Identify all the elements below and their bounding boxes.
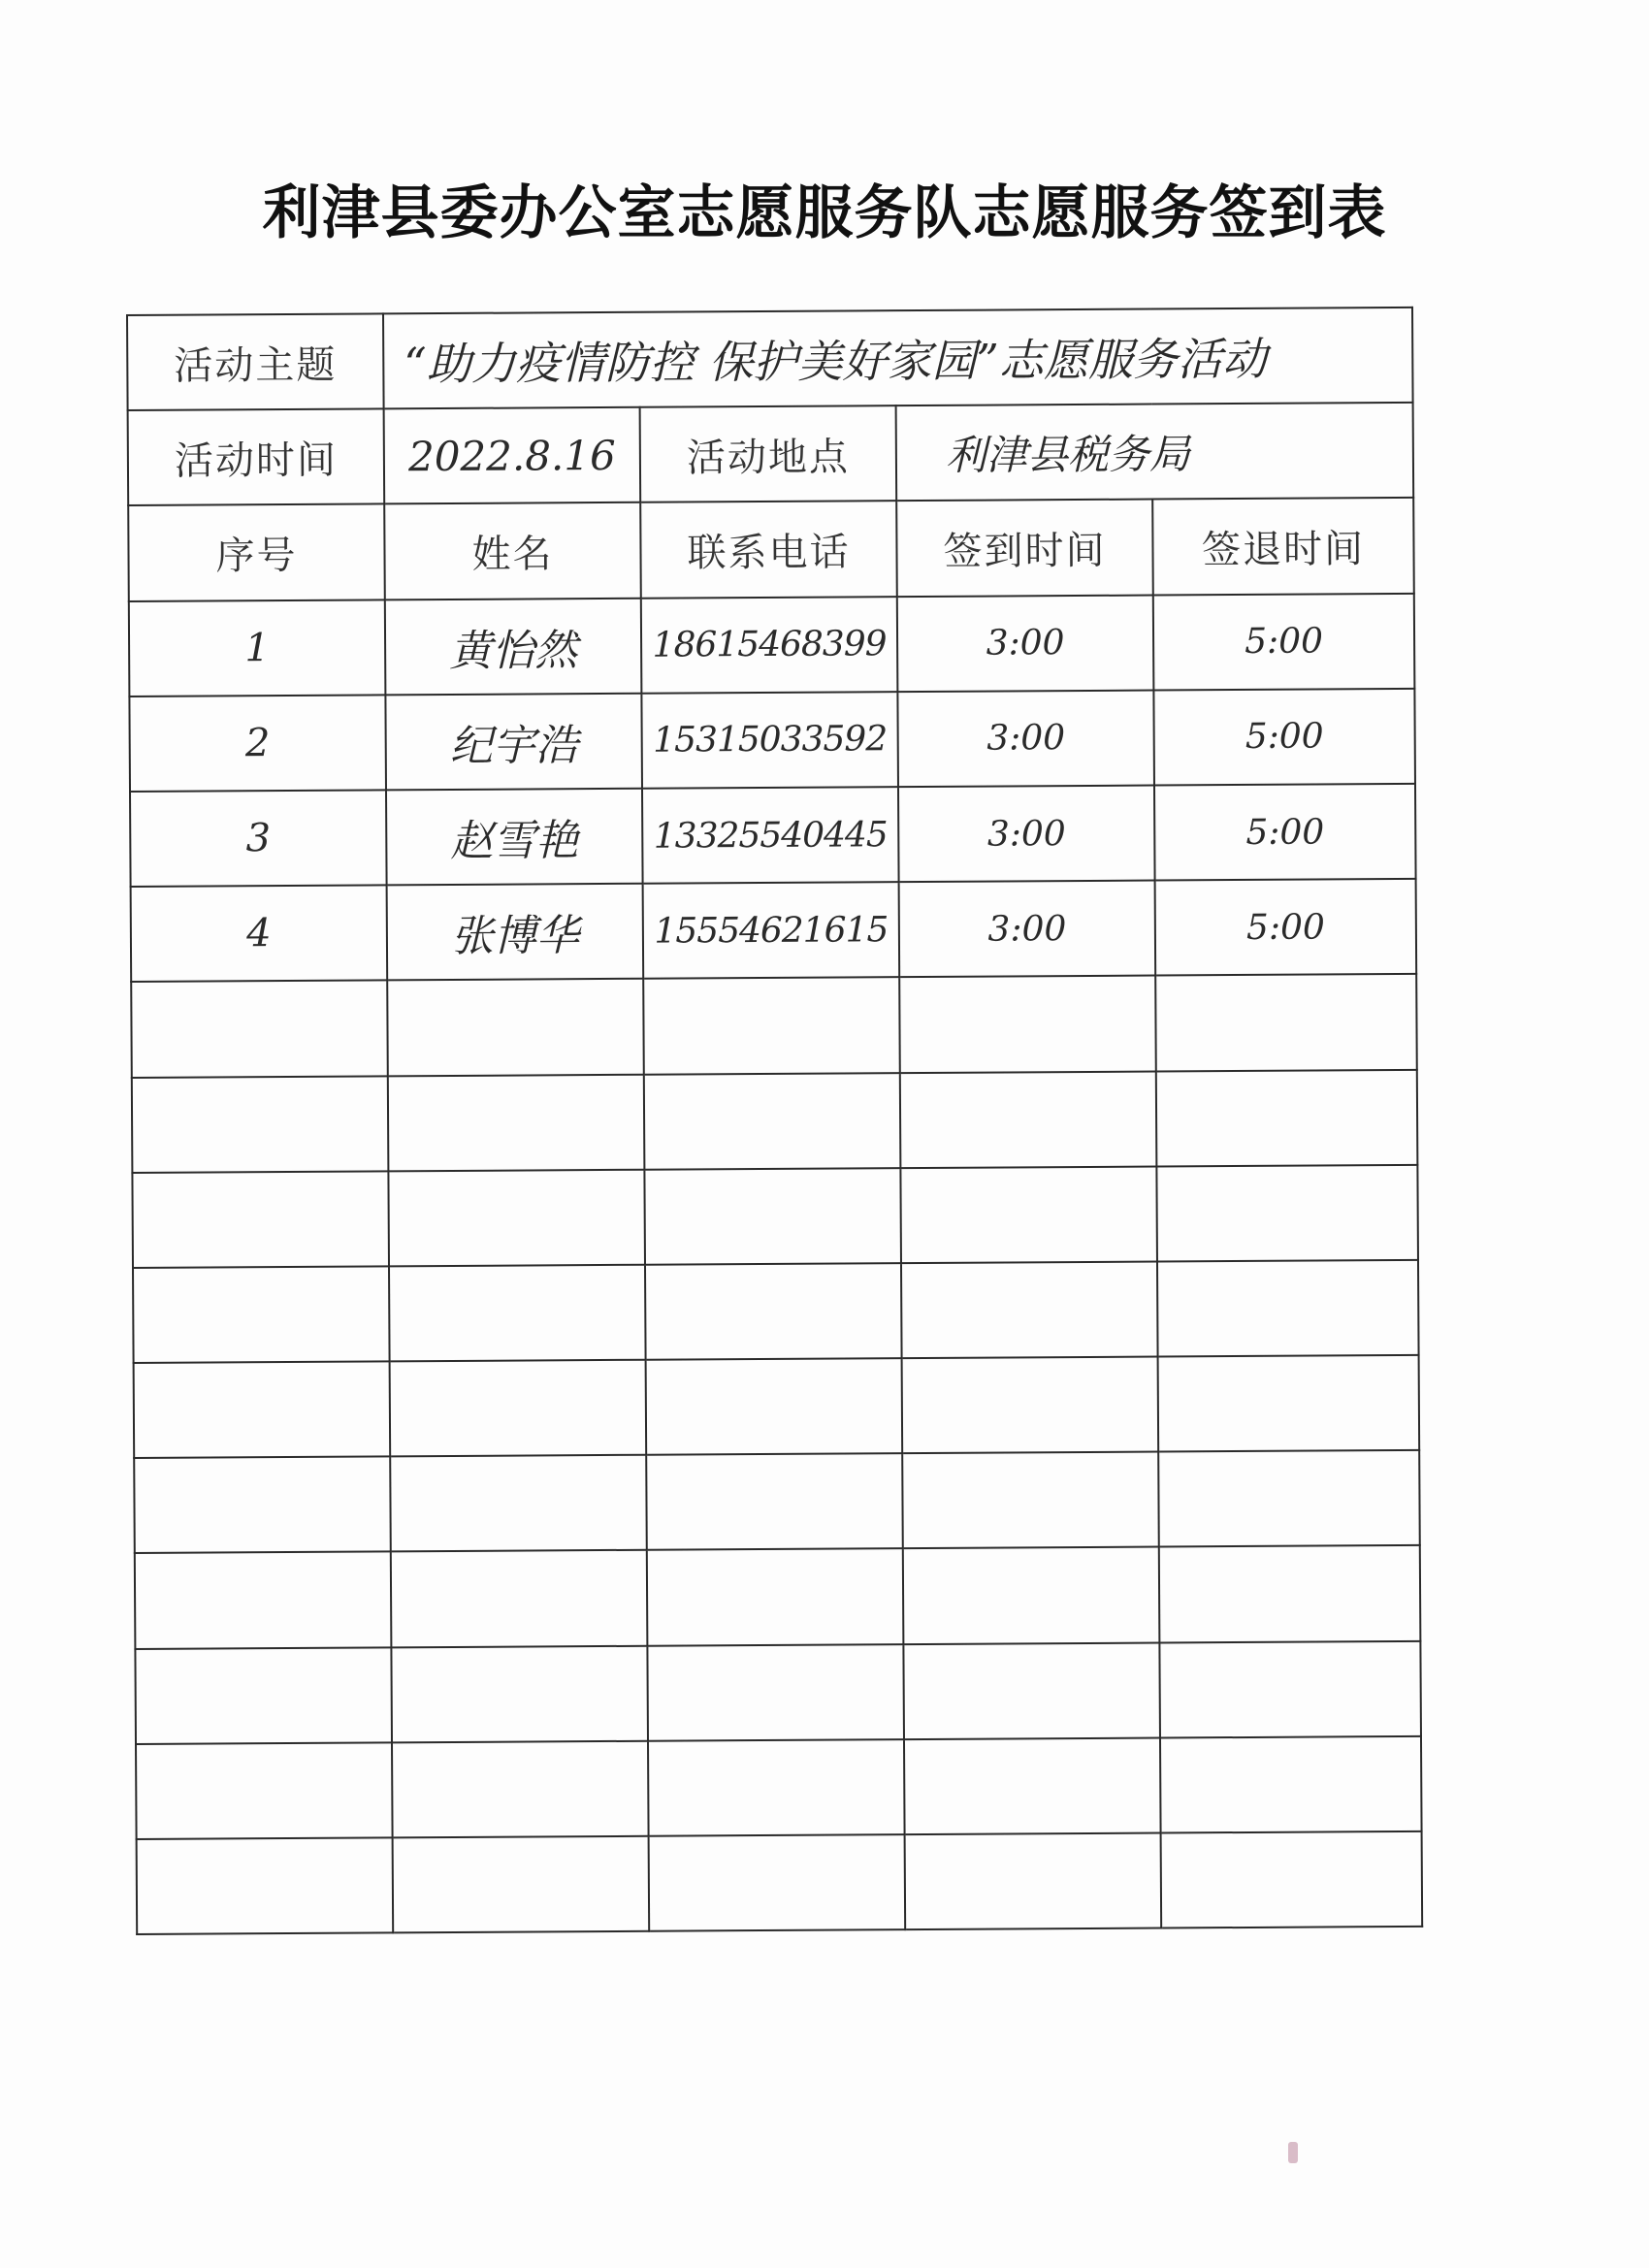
empty-cell	[899, 976, 1156, 1073]
empty-cell	[1159, 1545, 1421, 1642]
empty-row	[135, 1640, 1421, 1743]
sign-in-time: 3:00	[899, 881, 1156, 978]
empty-cell	[135, 1552, 392, 1649]
empty-cell	[648, 1739, 905, 1836]
empty-cell	[900, 1071, 1157, 1168]
volunteer-name: 张博华	[387, 884, 644, 981]
empty-cell	[132, 1076, 389, 1173]
table-row	[129, 689, 1415, 792]
empty-cell	[902, 1452, 1159, 1549]
empty-cell	[134, 1361, 391, 1458]
empty-cell	[388, 1169, 645, 1266]
volunteer-name: 纪宇浩	[385, 694, 642, 791]
empty-row	[132, 1069, 1418, 1172]
empty-cell	[1159, 1640, 1421, 1737]
column-header: 联系电话	[640, 502, 897, 599]
sign-in-time: 3:00	[897, 595, 1154, 692]
place-label: 活动地点	[640, 405, 897, 502]
column-header: 序号	[128, 504, 385, 601]
empty-cell	[133, 1266, 390, 1363]
sign-out-time: 5:00	[1153, 689, 1415, 786]
empty-cell	[131, 981, 388, 1078]
phone-number: 18615468399	[641, 597, 898, 694]
empty-cell	[643, 977, 900, 1074]
empty-row	[133, 1260, 1419, 1363]
column-header: 签到时间	[896, 500, 1153, 597]
phone-number: 15315033592	[641, 692, 898, 789]
column-header-row	[128, 498, 1414, 600]
ink-mark	[1288, 2142, 1298, 2163]
empty-cell	[903, 1642, 1160, 1739]
sign-out-time: 5:00	[1155, 879, 1417, 976]
sign-in-time: 3:00	[898, 785, 1155, 882]
empty-cell	[901, 1261, 1158, 1358]
empty-cell	[644, 1073, 901, 1170]
column-header: 签退时间	[1152, 498, 1414, 595]
phone-number: 15554621615	[643, 882, 900, 979]
empty-cell	[1160, 1736, 1422, 1833]
empty-cell	[1158, 1355, 1420, 1452]
empty-cell	[903, 1547, 1160, 1644]
empty-cell	[900, 1166, 1157, 1263]
empty-cell	[388, 1074, 645, 1171]
empty-cell	[392, 1741, 649, 1838]
empty-cell	[134, 1457, 391, 1554]
empty-cell	[645, 1263, 902, 1360]
row-number: 1	[129, 599, 386, 697]
theme-row	[127, 308, 1413, 410]
volunteer-name: 赵雪艳	[386, 789, 643, 886]
empty-cell	[1161, 1831, 1423, 1928]
empty-cell	[647, 1644, 904, 1741]
empty-cell	[905, 1833, 1162, 1930]
empty-cell	[387, 979, 644, 1076]
empty-row	[134, 1355, 1420, 1458]
row-number: 2	[129, 695, 386, 792]
phone-number: 13325540445	[642, 787, 899, 884]
empty-cell	[1156, 1069, 1418, 1166]
page-title: 利津县委办公室志愿服务队志愿服务签到表	[262, 179, 1387, 247]
empty-row	[136, 1736, 1422, 1839]
empty-row	[135, 1545, 1421, 1648]
empty-cell	[136, 1742, 393, 1839]
empty-cell	[1158, 1450, 1420, 1547]
empty-cell	[1155, 974, 1417, 1071]
empty-cell	[646, 1358, 903, 1455]
empty-cell	[390, 1455, 647, 1552]
sign-out-time: 5:00	[1154, 784, 1416, 881]
theme-label: 活动主题	[127, 313, 384, 410]
empty-row	[131, 974, 1417, 1077]
table-row	[129, 593, 1415, 696]
empty-cell	[904, 1737, 1161, 1834]
time-label: 活动时间	[128, 409, 385, 506]
table-row	[130, 784, 1416, 887]
empty-row	[137, 1831, 1423, 1934]
empty-cell	[647, 1549, 904, 1646]
time-place-row	[128, 403, 1414, 505]
volunteer-name: 黄怡然	[385, 598, 642, 695]
empty-cell	[135, 1647, 392, 1744]
row-number: 4	[131, 885, 388, 982]
sign-out-time: 5:00	[1153, 593, 1415, 690]
row-number: 3	[130, 790, 387, 887]
empty-cell	[390, 1360, 647, 1457]
empty-cell	[1157, 1260, 1419, 1357]
empty-cell	[391, 1550, 648, 1647]
time-value: 2022.8.16	[384, 407, 641, 504]
empty-cell	[1156, 1165, 1418, 1262]
empty-row	[132, 1165, 1418, 1268]
sign-in-table	[126, 307, 1423, 1935]
empty-cell	[644, 1168, 901, 1265]
empty-row	[134, 1450, 1420, 1553]
empty-cell	[389, 1265, 646, 1362]
empty-cell	[646, 1453, 903, 1550]
empty-cell	[132, 1171, 389, 1268]
empty-cell	[391, 1645, 648, 1742]
empty-cell	[649, 1834, 906, 1931]
place-value: 利津县税务局	[896, 403, 1414, 501]
column-header: 姓名	[384, 502, 641, 599]
theme-value: “助力疫情防控 保护美好家园”志愿服务活动	[383, 308, 1413, 409]
empty-cell	[393, 1836, 650, 1933]
sign-in-time: 3:00	[897, 690, 1154, 787]
empty-cell	[137, 1837, 394, 1934]
table-row	[131, 879, 1417, 982]
empty-cell	[902, 1357, 1159, 1454]
